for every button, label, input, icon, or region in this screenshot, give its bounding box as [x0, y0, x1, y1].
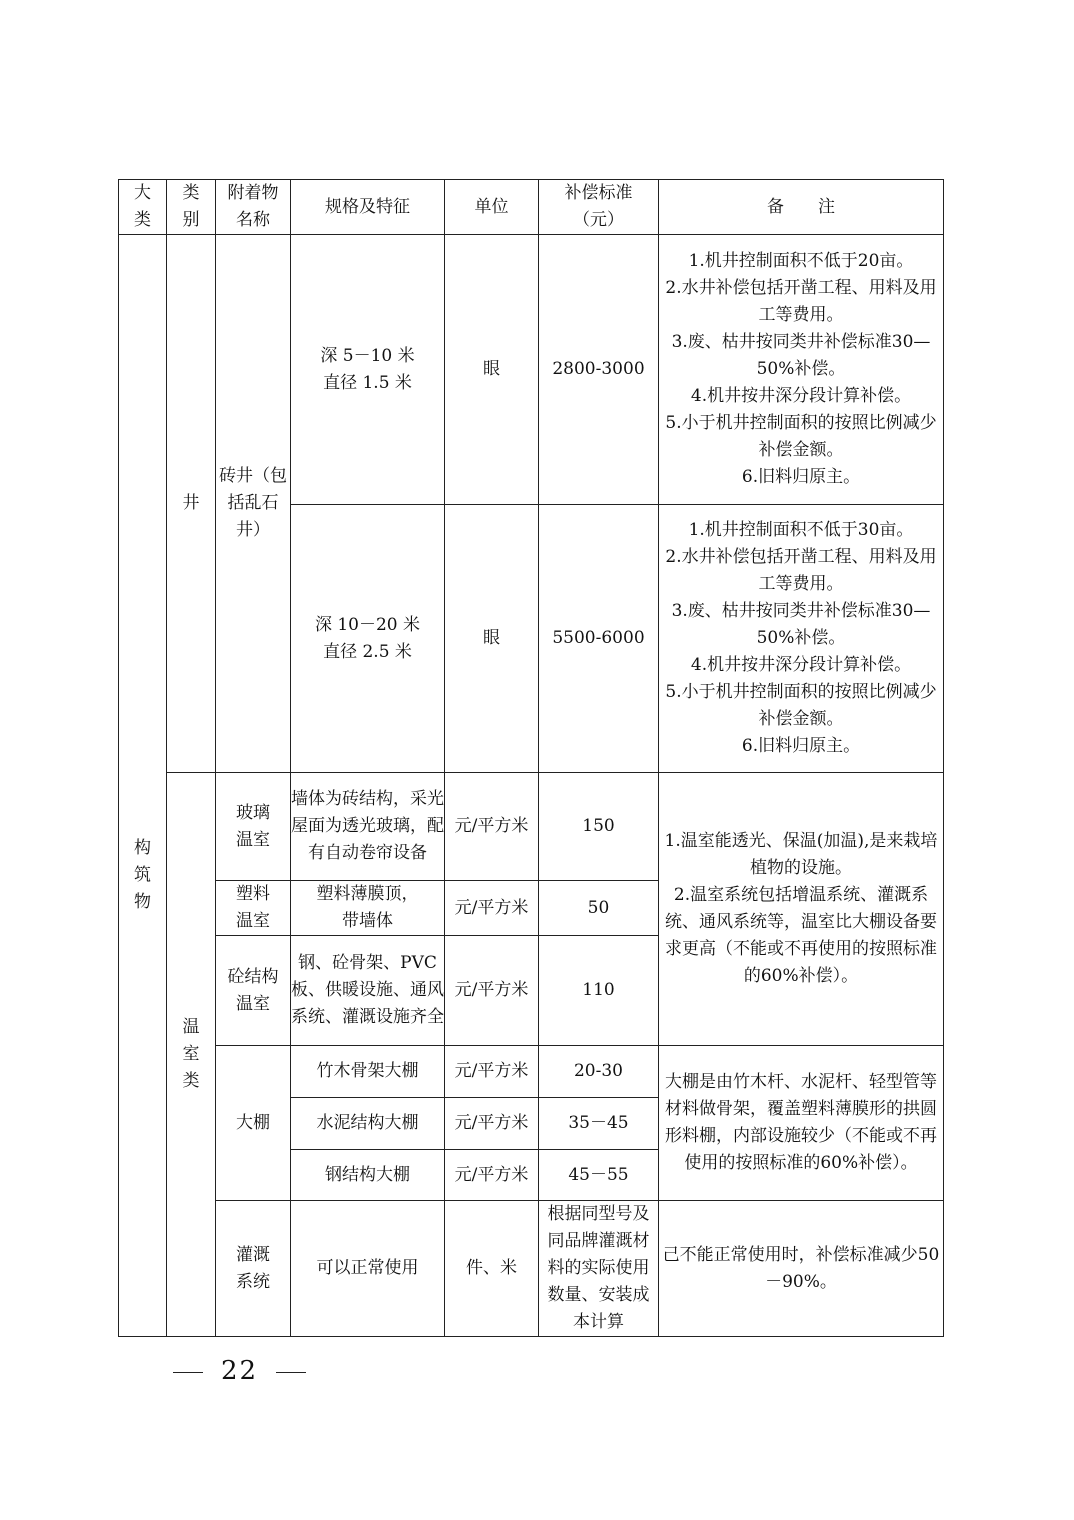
note-line: 2.水井补偿包括开凿工程、用料及用工等费用。 [665, 547, 937, 594]
well-standard-1: 2800-3000 [539, 235, 659, 505]
well-standard-2: 5500-6000 [539, 505, 659, 773]
shed-note: 大棚是由竹木杆、水泥杆、轻型管等材料做骨架，覆盖塑料薄膜形的拱圆形料棚，内部设施较少（不能或不再使用的按照标准的60%补偿）。 [659, 1046, 944, 1201]
shed-unit-2: 元/平方米 [445, 1098, 539, 1150]
header-standard: 补偿标准 （元） [539, 180, 659, 235]
well-spec-1: 深 5－10 米 直径 1.5 米 [291, 235, 445, 505]
table-row [119, 1201, 944, 1337]
gh-name-3: 砼结构 温室 [216, 936, 291, 1046]
category-greenhouse-cell [167, 773, 216, 1337]
irrigation-standard: 根据同型号及同品牌灌溉材料的实际使用数量、安装成本计算 [539, 1201, 659, 1337]
category-greenhouse: 温 室 类 [182, 1017, 200, 1091]
well-note-2 [659, 505, 944, 773]
gh-unit-1: 元/平方米 [445, 773, 539, 881]
gh-unit-2: 元/平方米 [445, 881, 539, 936]
gh-spec-3: 钢、砼骨架、PVC板、供暖设施、通风系统、灌溉设施齐全 [291, 936, 445, 1046]
well-unit-2: 眼 [445, 505, 539, 773]
gh-note [659, 773, 944, 1046]
header-unit: 单位 [445, 180, 539, 235]
header-dalei: 大 类 [119, 180, 167, 235]
header-row [119, 180, 944, 235]
shed-standard-2: 35－45 [539, 1098, 659, 1150]
gh-standard-2: 50 [539, 881, 659, 936]
header-remark: 备 注 [659, 180, 944, 235]
shed-spec-2: 水泥结构大棚 [291, 1098, 445, 1150]
gh-standard-1: 150 [539, 773, 659, 881]
irrigation-unit: 件、米 [445, 1201, 539, 1337]
note-line: 1.机井控制面积不低于20亩。 [688, 251, 914, 271]
header-leibie: 类 别 [167, 180, 216, 235]
well-unit-1: 眼 [445, 235, 539, 505]
shed-standard-3: 45－55 [539, 1150, 659, 1201]
header-name: 附着物 名称 [216, 180, 291, 235]
shed-spec-3: 钢结构大棚 [291, 1150, 445, 1201]
note-line: 6.旧料归原主。 [741, 736, 861, 756]
note-line: 5.小于机井控制面积的按照比例减少补偿金额。 [665, 682, 937, 729]
table-row [119, 1046, 944, 1098]
gh-spec-1: 墙体为砖结构，采光屋面为透光玻璃，配有自动卷帘设备 [291, 773, 445, 881]
major-category-cell [119, 235, 167, 1337]
shed-unit-1: 元/平方米 [445, 1046, 539, 1098]
gh-name-1: 玻璃 温室 [216, 773, 291, 881]
note-line: 1.温室能透光、保温(加温),是来栽培植物的设施。 [664, 831, 938, 878]
note-line: 1.机井控制面积不低于30亩。 [688, 520, 914, 540]
page-number-footer [155, 1356, 324, 1386]
note-line: 6.旧料归原主。 [741, 467, 861, 487]
note-line: 3.废、枯井按同类井补偿标准30—50%补偿。 [671, 601, 931, 648]
gh-unit-3: 元/平方米 [445, 936, 539, 1046]
dash-right [276, 1372, 306, 1373]
major-category: 构 筑 物 [134, 838, 151, 912]
category-well: 井 [167, 235, 216, 773]
note-line: 4.机井按井深分段计算补偿。 [690, 655, 912, 675]
shed-spec-1: 竹木骨架大棚 [291, 1046, 445, 1098]
table-row [119, 773, 944, 881]
irrigation-spec: 可以正常使用 [291, 1201, 445, 1337]
gh-standard-3: 110 [539, 936, 659, 1046]
well-note-1 [659, 235, 944, 505]
compensation-table [118, 179, 944, 1337]
irrigation-name: 灌溉 系统 [216, 1201, 291, 1337]
note-line: 4.机井按井深分段计算补偿。 [690, 386, 912, 406]
gh-name-2: 塑料 温室 [216, 881, 291, 936]
well-spec-2: 深 10－20 米 直径 2.5 米 [291, 505, 445, 773]
note-line: 2.水井补偿包括开凿工程、用料及用工等费用。 [665, 278, 937, 325]
irrigation-note: 己不能正常使用时，补偿标准减少50－90%。 [659, 1201, 944, 1337]
shed-standard-1: 20-30 [539, 1046, 659, 1098]
note-line: 3.废、枯井按同类井补偿标准30—50%补偿。 [671, 332, 931, 379]
note-line: 5.小于机井控制面积的按照比例减少补偿金额。 [665, 413, 937, 460]
table-row [119, 235, 944, 505]
shed-name: 大棚 [216, 1046, 291, 1201]
page-number: 22 [221, 1356, 259, 1386]
dash-left [173, 1372, 203, 1373]
note-line: 2.温室系统包括增温系统、灌溉系统、通风系统等，温室比大棚设备要求更高（不能或不再使用的按照标准的60%补偿）。 [665, 885, 937, 986]
gh-spec-2: 塑料薄膜顶， 带墙体 [291, 881, 445, 936]
well-name: 砖井（包 括乱石 井） [216, 235, 291, 773]
header-spec: 规格及特征 [291, 180, 445, 235]
shed-unit-3: 元/平方米 [445, 1150, 539, 1201]
